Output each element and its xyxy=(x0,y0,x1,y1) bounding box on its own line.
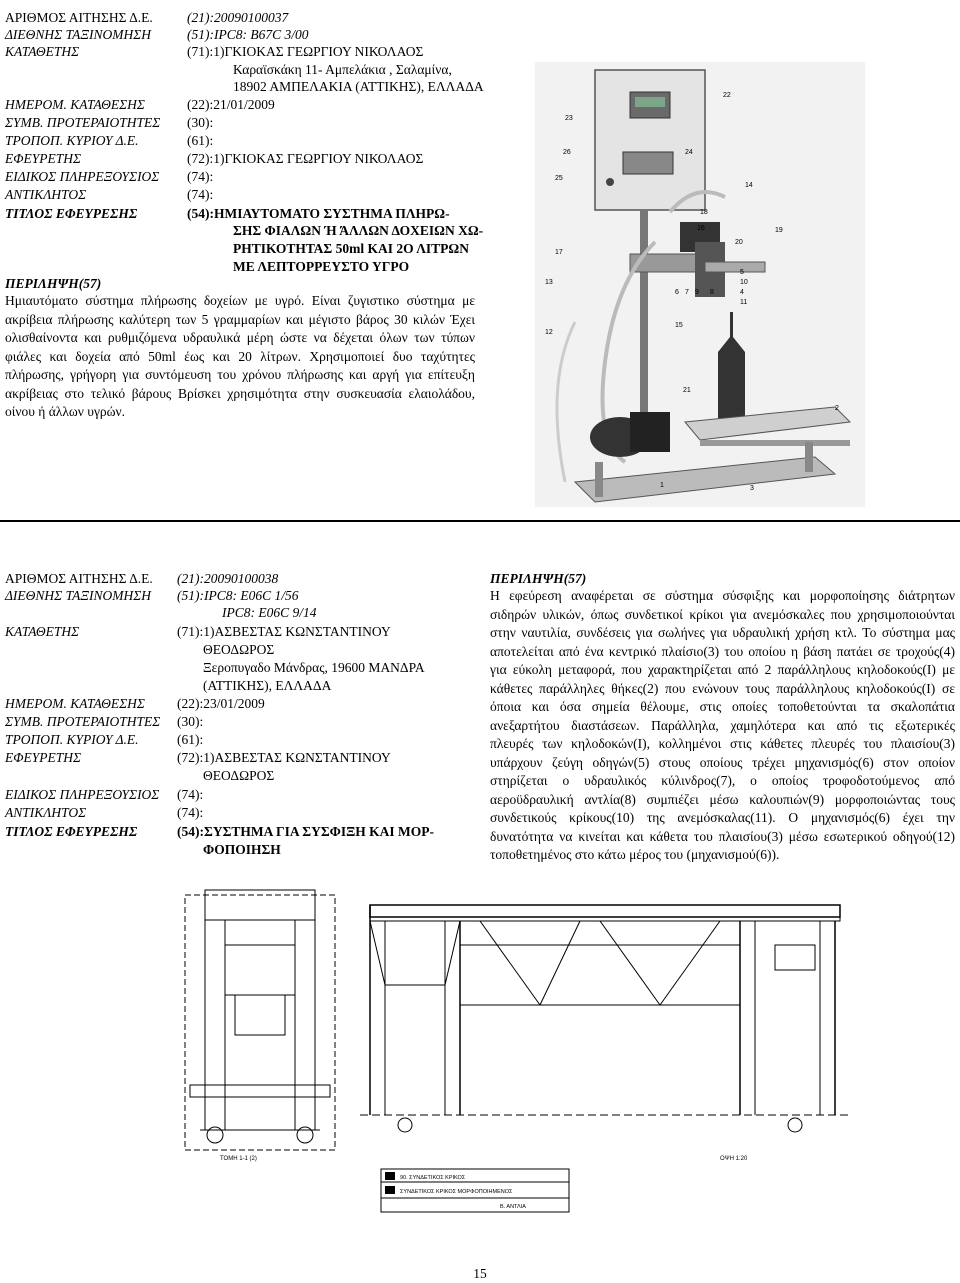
applicant-address-2: 18902 ΑΜΠΕΛΑΚΙΑ (ΑΤΤΙΚΗΣ), ΕΛΛΑΔΑ xyxy=(233,79,484,94)
part-number: 1 xyxy=(660,482,664,489)
app-number-value: (21):20090100038 xyxy=(177,571,279,586)
legend-item: ΣΥΝΔΕΤΙΚΟΣ ΚΡΙΚΟΣ ΜΟΡΦΟΠΟΙΗΜΕΝΟΣ xyxy=(400,1189,513,1195)
abstract-line: ακρίβεια πλήρωσης καλύτερη των 5 γραμμαρίων και μέγιστο βάρος 30 κιλών Έχει xyxy=(5,311,475,327)
drawing-legend xyxy=(380,1168,570,1213)
inventor-value-1: (72):1)ΑΣΒΕΣΤΑΣ ΚΩΝΣΤΑΝΤΙΝΟΥ xyxy=(177,750,391,765)
inventor-value: (72):1)ΓΚΙΟΚΑΣ ΓΕΩΡΓΙΟΥ ΝΙΚΟΛΑΟΣ xyxy=(187,151,424,166)
part-number: 20 xyxy=(735,239,743,246)
part-number: 10 xyxy=(740,279,748,286)
title-line-2: ΦΟΠΟΙΗΣΗ xyxy=(203,842,281,857)
date-value: (22):21/01/2009 xyxy=(187,97,275,112)
abstract-line: συνδετικούς κρίκους(10) της ανεμόσκαλας(11). Ο μηχανισμός(6) έχει την xyxy=(490,810,955,825)
priority-label: ΣΥΜΒ. ΠΡΟΤΕΡΑΙΟΤΗΤΕΣ xyxy=(5,115,161,130)
priority-value: (30): xyxy=(187,115,214,130)
representative-value: (74): xyxy=(187,187,214,202)
ipc-label: ΔΙΕΘΝΗΣ ΤΑΞΙΝΟΜΗΣΗ xyxy=(5,588,151,603)
ipc-value: (51):IPC8: B67C 3/00 xyxy=(187,27,309,42)
abstract-line: αεροϋδραυλική αντλία(8) συμπιέζει μέσω καλουπιών(9) μορφοποιώντας τους xyxy=(490,791,955,807)
part-number: 15 xyxy=(675,322,683,329)
part-number: 23 xyxy=(565,115,573,122)
ipc-value-2: IPC8: E06C 9/14 xyxy=(222,605,317,620)
legend-item: Β. ΑΝΤΛΙΑ xyxy=(500,1204,526,1210)
agent-label: ΕΙΔΙΚΟΣ ΠΛΗΡΕΞΟΥΣΙΟΣ xyxy=(5,787,160,802)
abstract-line: ακρίβειας στο τελικό βάρους Βρίσκει χρησιμότητα στην συσκευασία ελαιολάδου, xyxy=(5,385,475,401)
abstract-text xyxy=(5,292,475,422)
inventor-label: ΕΦΕΥΡΕΤΗΣ xyxy=(5,750,82,765)
abstract-line: δυνατότητα να κινείται και κάθετα του πλαισίου(3) μέσω εσωτερικού οδηγού(12) xyxy=(490,828,955,844)
part-number: 3 xyxy=(750,485,754,492)
abstract-line: Η εφεύρεση αναφέρεται σε σύστημα σύσφιξης και μορφοποίησης διάτρητων xyxy=(490,588,955,603)
abstract-line: υπάρχουν ζεύγη οδηγών(5) στους οποίους τρέχει μηχανισμός(6) στον οποίον xyxy=(490,754,955,770)
part-number: 2 xyxy=(835,405,839,412)
part-number: 18 xyxy=(700,209,708,216)
ipc-value-1: (51):IPC8: E06C 1/56 xyxy=(177,588,299,603)
abstract-text xyxy=(490,587,955,865)
priority-value: (30): xyxy=(177,714,204,729)
part-number: 5 xyxy=(740,269,744,276)
drawing-label-section: ΤΟΜΗ 1-1 (2) xyxy=(220,1156,257,1162)
legend-item: 90. ΣΥΝΔΕΤΙΚΟΣ ΚΡΙΚΟΣ xyxy=(400,1175,466,1181)
abstract-line: φιάλες και δοχεία από 50ml έως και 20 λίτρων. Χρησιμοποιεί δυο ταχύτητες xyxy=(5,348,475,364)
app-number-label: ΑΡΙΘΜΟΣ ΑΙΤΗΣΗΣ Δ.Ε. xyxy=(5,10,153,25)
part-number: 16 xyxy=(697,225,705,232)
date-label: ΗΜΕΡΟΜ. ΚΑΤΑΘΕΣΗΣ xyxy=(5,97,145,112)
part-number: 25 xyxy=(555,175,563,182)
abstract-line: αποτελείται από ένα κεντρικό πλαίσιο(3) του οποίου η βάση πατάει σε τροχούς(4) xyxy=(490,643,955,659)
part-number: 6 xyxy=(675,289,679,296)
abstract-line: σιδηρών υλικών, όπως συνδετικοί κρίκοι για ανεμόσκαλες που χρησιμοποιούνται xyxy=(490,606,955,622)
abstract-line: τοποθετημένος στο κάτω μέρος του (μηχανισμού(6)). xyxy=(490,847,780,862)
representative-label: ΑΝΤΙΚΛΗΤΟΣ xyxy=(5,187,87,202)
part-number: 22 xyxy=(723,92,731,99)
agent-label: ΕΙΔΙΚΟΣ ΠΛΗΡΕΞΟΥΣΙΟΣ xyxy=(5,169,160,184)
agent-value: (74): xyxy=(187,169,214,184)
page-number: 15 xyxy=(473,1266,487,1281)
app-number-value: (21):20090100037 xyxy=(187,10,289,25)
app-number-label: ΑΡΙΘΜΟΣ ΑΙΤΗΣΗΣ Δ.Ε. xyxy=(5,571,153,586)
date-label: ΗΜΕΡΟΜ. ΚΑΤΑΘΕΣΗΣ xyxy=(5,696,145,711)
part-number: 24 xyxy=(685,149,693,156)
part-number: 4 xyxy=(740,289,744,296)
inventor-label: ΕΦΕΥΡΕΤΗΣ xyxy=(5,151,82,166)
modification-label: ΤΡΟΠΟΠ. ΚΥΡΙΟΥ Δ.Ε. xyxy=(5,133,139,148)
part-number: 19 xyxy=(775,227,783,234)
ipc-label: ΔΙΕΘΝΗΣ ΤΑΞΙΝΟΜΗΣΗ xyxy=(5,27,151,42)
applicant-value-2: ΘΕΟΔΩΡΟΣ xyxy=(203,642,275,657)
part-number: 7 xyxy=(685,289,689,296)
applicant-value-1: (71):1)ΑΣΒΕΣΤΑΣ ΚΩΝΣΤΑΝΤΙΝΟΥ xyxy=(177,624,391,639)
abstract-line: στηρίζεται ο υδραυλικός κύλινδρος(7), ο οποίος τροφοδοτούμενος από xyxy=(490,773,955,788)
abstract-line: πλήρωσης, γρήγορη για συντόμευση του χρόνου πλήρωσης και αργή για επίτευξη xyxy=(5,367,475,382)
part-number: 17 xyxy=(555,249,563,256)
clamping-system-drawing xyxy=(180,885,870,1165)
abstract-line: κάθετες παράλληλες θήκες(2) που ενώνουν τους παράλληλους κηλοδοκούς(Ι) σε xyxy=(490,680,955,696)
part-number: 12 xyxy=(545,329,553,336)
modification-label: ΤΡΟΠΟΠ. ΚΥΡΙΟΥ Δ.Ε. xyxy=(5,732,139,747)
abstract-line: πλευρές των κηλοδοκών(Ι), κολλημένοι στις κάθετες πλευρές του πλαισίου(3) xyxy=(490,736,955,751)
priority-label: ΣΥΜΒ. ΠΡΟΤΕΡΑΙΟΤΗΤΕΣ xyxy=(5,714,161,729)
abstract-label: ΠΕΡΙΛΗΨΗ(57) xyxy=(5,276,102,291)
part-number: 14 xyxy=(745,182,753,189)
part-number: 13 xyxy=(545,279,553,286)
applicant-value: (71):1)ΓΚΙΟΚΑΣ ΓΕΩΡΓΙΟΥ ΝΙΚΟΛΑΟΣ xyxy=(187,44,424,59)
applicant-label: ΚΑΤΑΘΕΤΗΣ xyxy=(5,44,80,59)
filling-machine-figure xyxy=(535,62,865,507)
title-line-3: ΡΗΤΙΚΟΤΗΤΑΣ 50ml ΚΑΙ 2Ο ΛΙΤΡΩΝ xyxy=(233,241,469,256)
section-divider xyxy=(0,520,960,522)
agent-value: (74): xyxy=(177,787,204,802)
modification-value: (61): xyxy=(187,133,214,148)
drawing-label-elevation: ΟΨΗ 1:20 xyxy=(720,1156,748,1162)
applicant-address-1: Καραϊσκάκη 11- Αμπελάκια , Σαλαμίνα, xyxy=(233,62,452,77)
title-label: ΤΙΤΛΟΣ ΕΦΕΥΡΕΣΗΣ xyxy=(5,206,138,221)
part-number: 9 xyxy=(695,289,699,296)
title-line-4: ΜΕ ΛΕΠΤΟΡΡΕΥΣΤΟ ΥΓΡΟ xyxy=(233,259,410,274)
representative-label: ΑΝΤΙΚΛΗΤΟΣ xyxy=(5,805,87,820)
abstract-line: ολισθαίνοντα και ρυθμιζόμενα υδραυλικά μέρη ώστε να δέχεται όλων των τύπων xyxy=(5,330,475,345)
abstract-line: στην ναυτιλία, συνδέσεις για σωλήνες για υδραυλική χρήση κτλ. Το σύστημα μας xyxy=(490,625,955,640)
abstract-line: Ημιαυτόματο σύστημα πλήρωσης δοχείων με υγρό. Είναι ζυγιστικο σύστημα με xyxy=(5,293,475,308)
abstract-line: όποια και όσα σημεία θέλουμε, στις οποίες τοποθετούνται τα σκαλοπάτια xyxy=(490,699,955,714)
title-line-2: ΣΗΣ ΦΙΑΛΩΝ Ή ΆΛΛΩΝ ΔΟΧΕΙΩΝ ΧΩ- xyxy=(233,223,484,238)
part-number: 11 xyxy=(740,299,748,306)
applicant-address-2: (ΑΤΤΙΚΗΣ), ΕΛΛΑΔΑ xyxy=(203,678,332,693)
title-label: ΤΙΤΛΟΣ ΕΦΕΥΡΕΣΗΣ xyxy=(5,824,138,839)
title-line-1: (54):ΗΜΙΑΥΤΟΜΑΤΟ ΣΥΣΤΗΜΑ ΠΛΗΡΩ- xyxy=(187,206,450,221)
title-line-1: (54):ΣΥΣΤΗΜΑ ΓΙΑ ΣΥΣΦΙΞΗ ΚΑΙ ΜΟΡ- xyxy=(177,824,434,839)
part-number: 8 xyxy=(710,289,714,296)
inventor-value-2: ΘΕΟΔΩΡΟΣ xyxy=(203,768,275,783)
date-value: (22):23/01/2009 xyxy=(177,696,265,711)
abstract-line: οίνου ή άλλων υγρών. xyxy=(5,404,126,419)
applicant-address-1: Ξεροπυγαδο Μάνδρας, 19600 ΜΑΝΔΡΑ xyxy=(203,660,425,675)
part-number: 26 xyxy=(563,149,571,156)
modification-value: (61): xyxy=(177,732,204,747)
abstract-label: ΠΕΡΙΛΗΨΗ(57) xyxy=(490,571,587,586)
applicant-label: ΚΑΤΑΘΕΤΗΣ xyxy=(5,624,80,639)
abstract-line: ανεξαρτήτου διαστάσεων. Παράλληλα, χαμηλότερα και από τις εξωτερικές xyxy=(490,717,955,733)
representative-value: (74): xyxy=(177,805,204,820)
part-number: 21 xyxy=(683,387,691,394)
abstract-line: για εύκολη μεταφορά, που χαρακτηρίζεται από 2 παράλληλους κηλοδοκούς(Ι) με xyxy=(490,662,955,677)
